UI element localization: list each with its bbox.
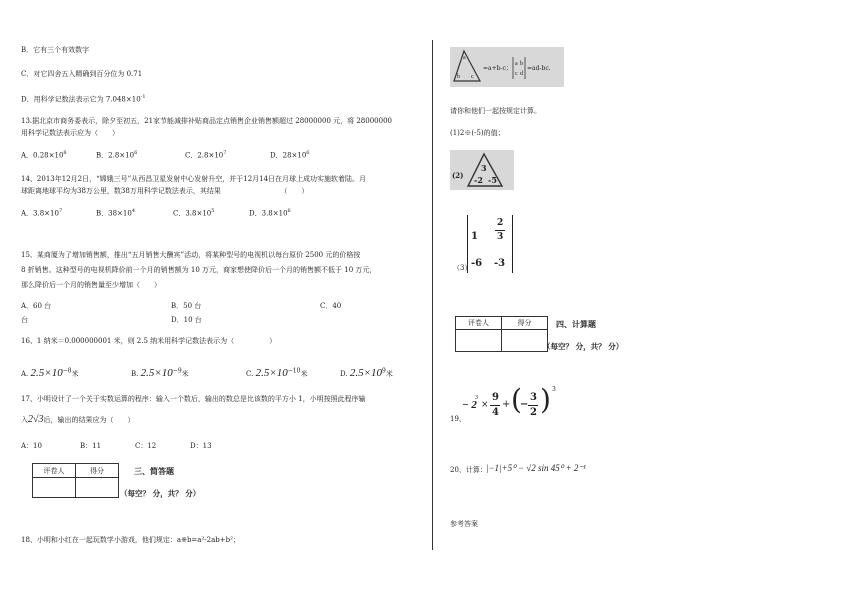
fig-letter-b: b xyxy=(457,74,460,80)
q19-right-paren: ) xyxy=(540,383,551,416)
section3-subtitle: （每空？ 分，共？ 分） xyxy=(120,489,201,498)
q12-option-d: D．用科学记数法表示它为 $7.048\times 10^{-1}$ xyxy=(21,94,146,104)
q20-label: 20、计算： xyxy=(450,466,487,474)
q18-stem: 18、小明和小红在一起玩数学小游戏，他们规定：a※b=a²-2ab+b²； xyxy=(21,536,240,544)
q16-option-b: B. $2.5\times 10^{-9}$米 xyxy=(131,367,189,379)
q13-option-d: D．$28\times 10^6$ xyxy=(270,150,310,160)
calc-item-1: (1)2※(-5)的值； xyxy=(450,129,505,137)
q19-frac1-den: 4 xyxy=(492,407,499,418)
triangle-left-number: -2 xyxy=(474,175,483,185)
q19-frac2-num: 3 xyxy=(530,392,537,403)
q19-frac1-num: 9 xyxy=(492,392,499,403)
q12-option-b: B．它有三个有效数字 xyxy=(21,46,90,54)
det-frac-bar xyxy=(495,230,505,231)
q14-option-b: B．$38\times 10^4$ xyxy=(96,208,136,218)
q14-stem-line2: 球距离地球平均为38万公里，数38万用科学记数法表示，其结果 （ ） xyxy=(21,187,309,195)
q14-option-a: A．$3.8\times 10^7$ xyxy=(21,208,63,218)
q17-option-b: B：11 xyxy=(80,442,102,450)
det-entry-neg6: -6 xyxy=(471,258,483,269)
q17-option-a: A：10 xyxy=(21,442,42,450)
q19-lead-exponent: 3 xyxy=(475,395,478,401)
q19-frac2-bar xyxy=(528,405,538,406)
score-table-section4 xyxy=(455,316,548,352)
column-divider xyxy=(432,40,433,550)
grader-cell[interactable] xyxy=(33,478,76,498)
q12-option-c: C．对它四舍五入精确到百分位为 0.71 xyxy=(21,70,143,78)
q15-option-b: B．50 台 xyxy=(171,302,202,310)
fig-matrix-c: c xyxy=(515,71,518,77)
q19-plus-sign: + xyxy=(502,399,511,410)
q19-left-paren: ( xyxy=(511,383,522,416)
rule-figure xyxy=(450,47,564,87)
score-header-score: 得分 xyxy=(76,464,119,478)
triangle-right-number: -5 xyxy=(488,175,497,185)
calc-item-2-label: (2) xyxy=(452,171,464,180)
grader-cell[interactable] xyxy=(456,330,502,352)
q17-option-d: D：13 xyxy=(190,442,212,450)
q19-outer-exponent: 3 xyxy=(552,386,556,393)
q13-stem-line1: 13.据北京市商务委表示，除夕至初五，21家节能减排补贴商品定点销售企业销售额超过 28000000 元，将 28000000 xyxy=(21,117,392,125)
fig-triangle-rule: =a+b-c； xyxy=(483,65,512,72)
triangle-problem-figure xyxy=(450,150,514,190)
q16-stem: 16、1 纳米＝0.000000001 米，则 2.5 纳米用科学记数法表示为（ ） xyxy=(21,337,277,345)
q13-option-b: B．$2.8\times 10^6$ xyxy=(96,150,138,160)
triangle-top-number: 3 xyxy=(481,163,487,173)
q19-label: 19、 xyxy=(450,415,466,423)
section4-title: 四、计算题 xyxy=(556,319,596,329)
answers-heading: 参考答案 xyxy=(450,520,478,528)
score-cell[interactable] xyxy=(502,330,548,352)
q16-option-c: C. $2.5\times 10^{-10}$米 xyxy=(246,367,308,379)
det-entry-neg3: -3 xyxy=(494,258,506,269)
fig-letter-c: c xyxy=(471,74,474,80)
det-entry-1: 1 xyxy=(471,231,478,242)
fig-matrix-a: a xyxy=(515,61,518,67)
q15-stem-line3: 那么降价后一个月的销售量至少增加（ ） xyxy=(21,281,161,289)
section3-title: 三、简答题 xyxy=(134,466,174,476)
fig-matrix-rule: =ad-bc. xyxy=(527,65,551,72)
q19-times-sign: × xyxy=(481,400,489,410)
q15-option-a: A．60 台 xyxy=(21,302,52,310)
score-header-score: 得分 xyxy=(502,317,548,330)
det-entry-frac-num: 2 xyxy=(497,218,504,228)
q13-stem-line2: 用科学记数法表示应为（ ） xyxy=(21,129,119,137)
section4-subtitle: （每空？ 分，共？ 分） xyxy=(543,342,624,351)
q19-minus-sign: − xyxy=(520,399,529,410)
calc-item-3-label: （3） xyxy=(453,264,472,272)
score-table-section3 xyxy=(32,463,119,498)
q19-lead-term: − 2 xyxy=(462,399,477,411)
q15-stem-line2: 8 折销售。这种型号的电视机降价前一个月的销售额为 10 万元，商家想使降价后一个月的销售额不低于 10 万元， xyxy=(21,266,377,274)
q15-stem-line1: 15、某商厦为了增加销售额，推出“五月销售大酬宾”活动，将某种型号的电视机以每台原价 2500 元的价格按 xyxy=(21,251,361,259)
score-cell[interactable] xyxy=(76,478,119,498)
q14-stem-line1: 14、2013年12月2日，“嫦娥三号”从西昌卫星发射中心发射升空，并于12月14日在月球上成功实施软着陆。月 xyxy=(21,175,367,183)
q19-frac2-den: 2 xyxy=(530,407,537,418)
fig-matrix-d: d xyxy=(520,71,523,77)
score-header-grader: 评卷人 xyxy=(456,317,502,330)
q19-frac1-bar xyxy=(490,405,500,406)
fig-letter-a: a xyxy=(463,55,466,61)
det-right-bar xyxy=(512,215,513,273)
q15-option-c: C．40 xyxy=(320,302,342,310)
instruction-text: 请你和他们一起按规定计算。 xyxy=(450,107,541,115)
q16-option-a: A. $2.5\times 10^{-8}$米 xyxy=(21,367,79,379)
q15-option-c-unit: 台 xyxy=(21,316,28,324)
q17-option-c: C：12 xyxy=(135,442,157,450)
q20-expression: |−1|+5⁰ − √2 sin 45⁰ + 2⁻¹ xyxy=(486,463,586,473)
q14-option-c: C．$3.8\times 10^5$ xyxy=(173,208,215,218)
q16-option-d: D. $2.5\times 10^9$米 xyxy=(340,367,393,379)
q17-stem-line2: 入2√3后，输出的结果应为（ ） xyxy=(21,414,135,425)
fig-matrix-b: b xyxy=(520,61,523,67)
q14-option-d: D．$3.8\times 10^6$ xyxy=(249,208,291,218)
det-entry-frac-den: 3 xyxy=(497,232,504,242)
q17-stem-line1: 17、小明设计了一个关于实数运算的程序：输入一个数后，输出的数总是比该数的平方小 1，小明按照此程序输 xyxy=(21,395,366,403)
q13-option-a: A．$0.28\times 10^8$ xyxy=(21,150,67,160)
q15-option-d: D．10 台 xyxy=(171,316,202,324)
q13-option-c: C．$2.8\times 10^7$ xyxy=(185,150,227,160)
score-header-grader: 评卷人 xyxy=(33,464,76,478)
